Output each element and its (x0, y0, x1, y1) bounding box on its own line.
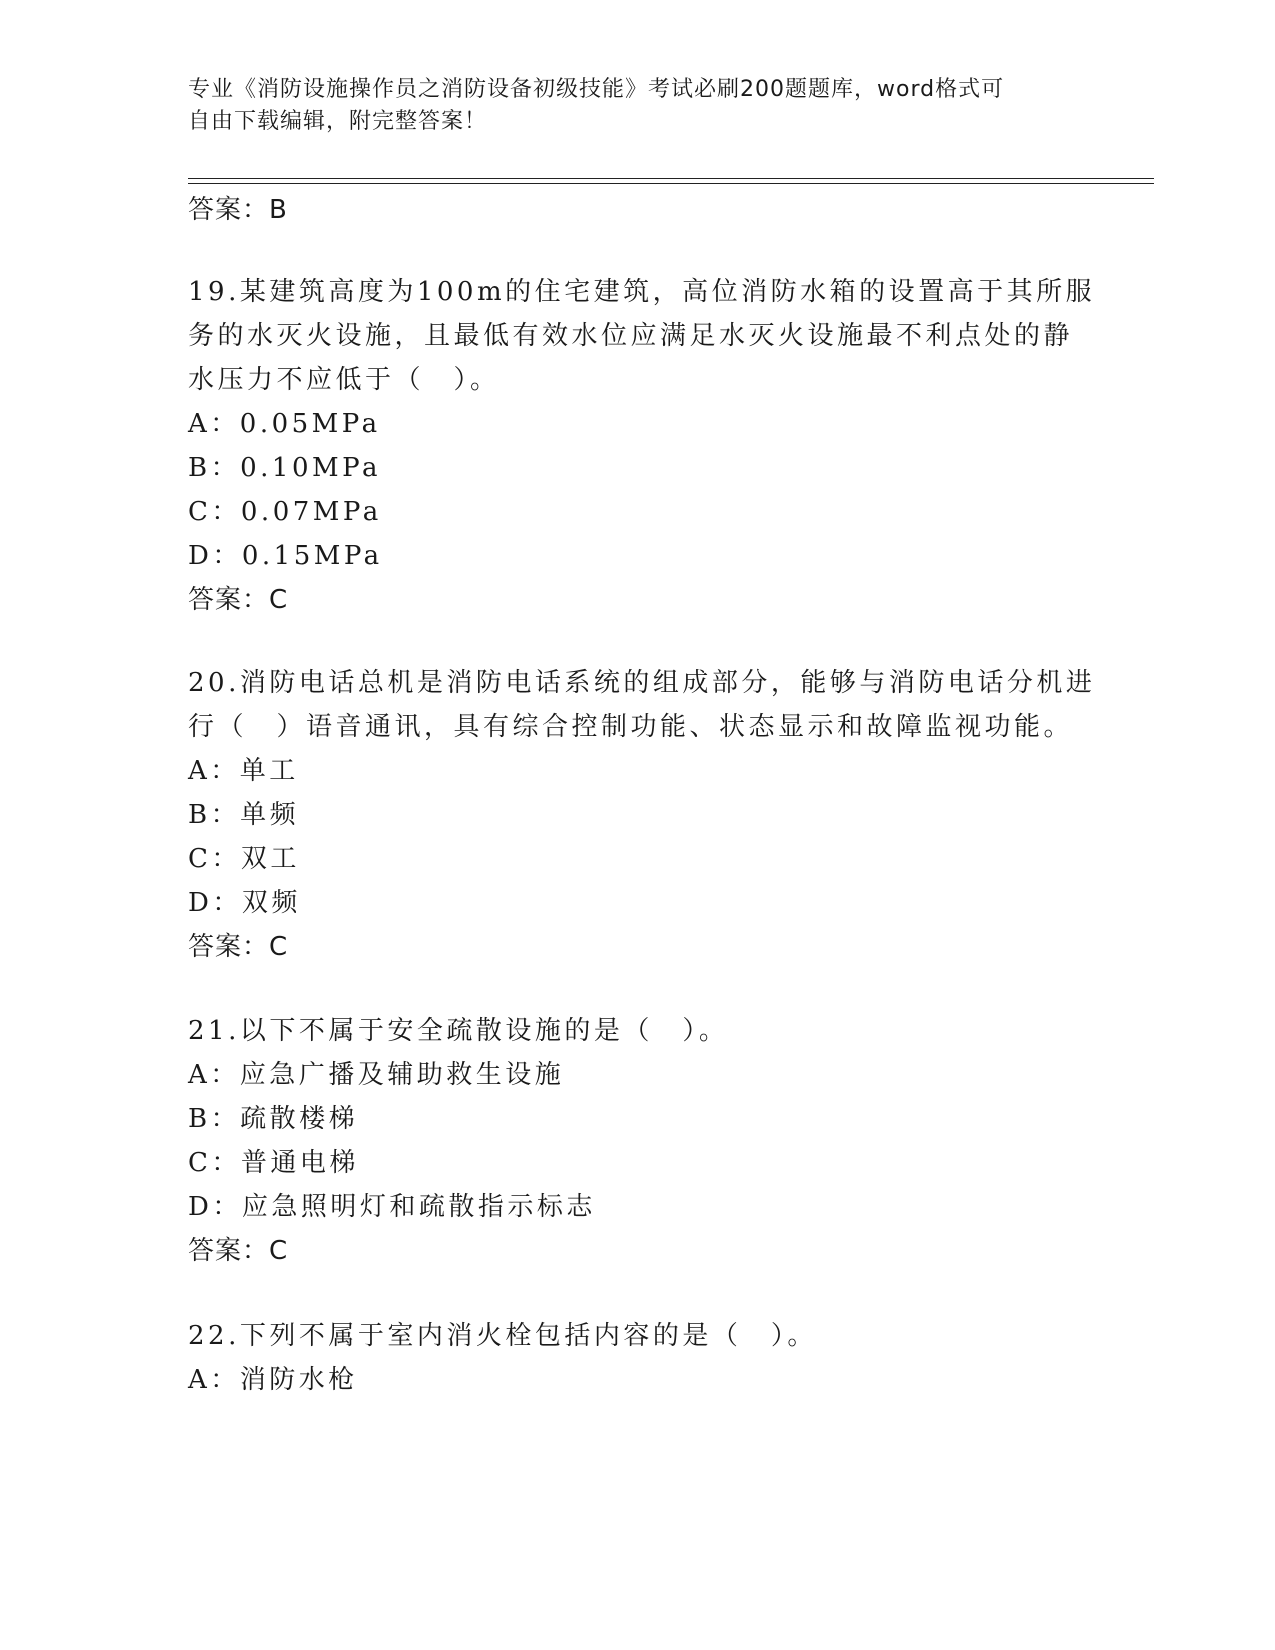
header-line-2: 自由下载编辑，附完整答案！ (188, 109, 488, 134)
answer-19: 答案：C (188, 585, 289, 615)
question-19-option-a: A：0.05MPa (188, 409, 381, 439)
question-20-option-a: A：单工 (188, 756, 299, 786)
question-20-stem-line-1: 20.消防电话总机是消防电话系统的组成部分，能够与消防电话分机进 (188, 668, 1096, 698)
question-22-stem-line-1: 22.下列不属于室内消火栓包括内容的是（ ）。 (188, 1321, 817, 1351)
question-21-option-c: C：普通电梯 (188, 1148, 359, 1178)
question-20-option-c: C：双工 (188, 844, 300, 874)
question-20-option-d: D：双频 (188, 888, 301, 918)
question-20-option-b: B：单频 (188, 800, 300, 830)
header-divider-top (188, 178, 1154, 179)
question-21-option-a: A：应急广播及辅助救生设施 (188, 1060, 565, 1090)
question-19-option-b: B：0.10MPa (188, 453, 381, 483)
question-20-stem-line-2: 行（ ）语音通讯，具有综合控制功能、状态显示和故障监视功能。 (188, 712, 1074, 742)
question-22-option-a: A：消防水枪 (188, 1365, 358, 1395)
answer-18: 答案：B (188, 195, 288, 225)
question-21-option-d: D：应急照明灯和疏散指示标志 (188, 1192, 596, 1222)
question-21-option-b: B：疏散楼梯 (188, 1104, 359, 1134)
answer-21: 答案：C (188, 1236, 289, 1266)
question-21-stem-line-1: 21.以下不属于安全疏散设施的是（ ）。 (188, 1016, 729, 1046)
header-divider-bottom (188, 183, 1154, 184)
question-19-stem-line-3: 水压力不应低于（ ）。 (188, 365, 500, 395)
question-19-option-d: D：0.15MPa (188, 541, 383, 571)
document-header (188, 74, 1068, 138)
answer-20: 答案：C (188, 932, 289, 962)
question-19-option-c: C：0.07MPa (188, 497, 382, 527)
question-19-stem-line-2: 务的水灭火设施，且最低有效水位应满足水灭火设施最不利点处的静 (188, 321, 1074, 351)
question-19-stem-line-1: 19.某建筑高度为100m的住宅建筑，高位消防水箱的设置高于其所服 (188, 277, 1096, 307)
header-line-1: 专业《消防设施操作员之消防设备初级技能》考试必刷200题题库，word格式可 (188, 77, 1005, 102)
